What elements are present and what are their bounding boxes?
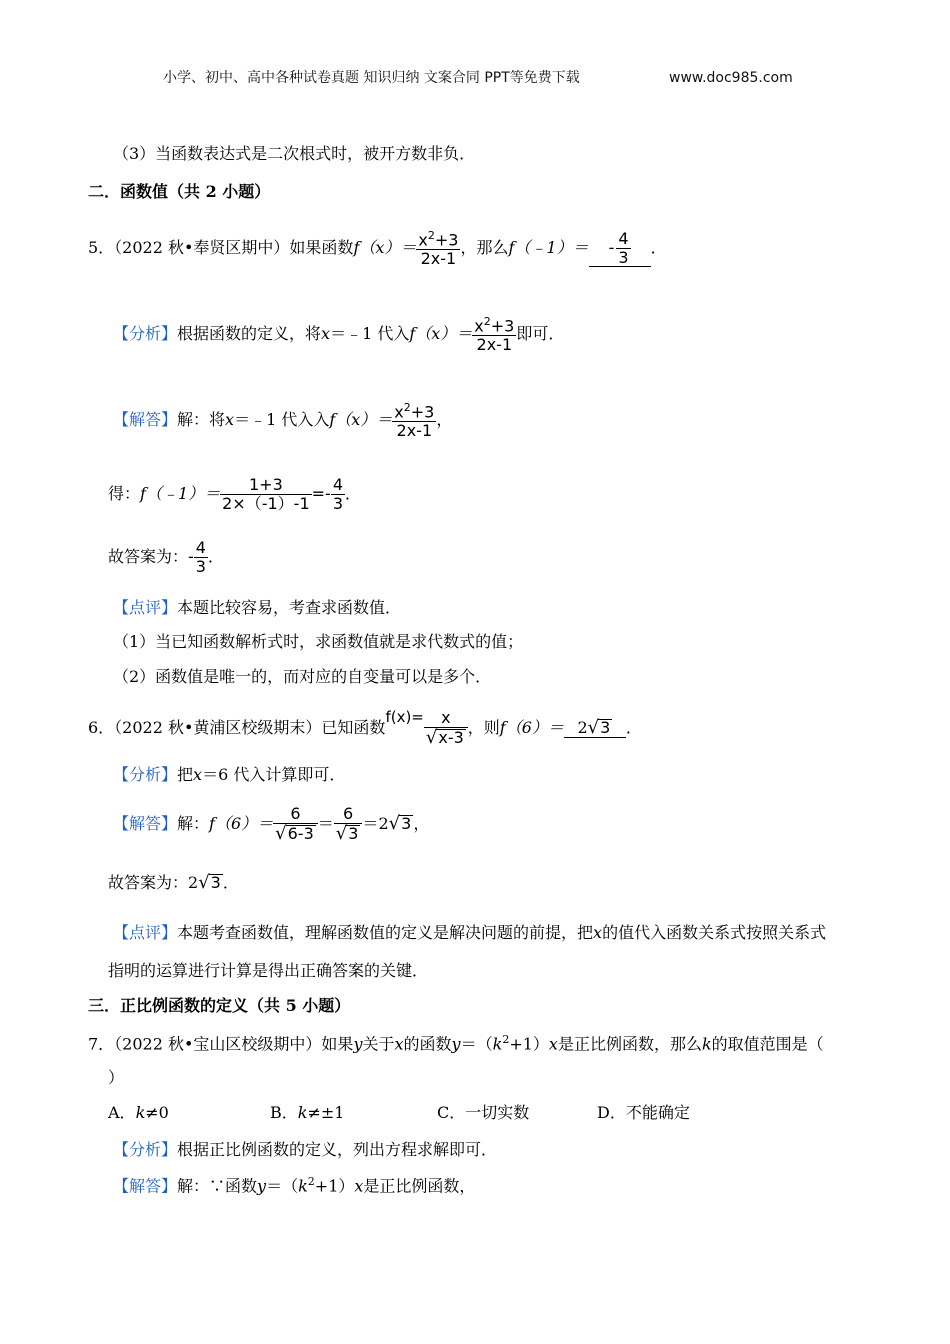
q6-f6: f（6）＝	[499, 718, 564, 737]
q5-review-2: （2）函数值是唯一的，而对应的自变量可以是多个．	[113, 667, 492, 686]
q5-review	[113, 600, 401, 616]
q6-s-den1: 6-3	[287, 824, 314, 843]
q5-derive-fraction	[220, 477, 312, 512]
q7-sol-k: k	[298, 1176, 308, 1196]
option-c-letter: C．	[437, 1103, 466, 1122]
q5-final-label: 故答案为：	[108, 547, 189, 566]
q5-solution-b: ＝﹣1 代入入	[234, 410, 330, 430]
q6-s-num2: 6	[334, 806, 363, 824]
q5-end: ．	[650, 238, 667, 258]
q5-analysis-c: 即可．	[516, 324, 565, 344]
header-text: 小学、初中、高中各种试卷真题 知识归纳 文案合同 PPT等免费下载	[163, 70, 580, 86]
q6-answer-coef: 2	[577, 718, 588, 737]
q5-final-den: 3	[195, 557, 206, 576]
q5-analysis-fx: f（x）＝	[409, 324, 473, 344]
q6-s-sqrt1: √	[275, 823, 287, 844]
q7-exp: 2	[502, 1033, 510, 1046]
q6-answer-blank	[564, 719, 626, 738]
q6-solution-tag: 【解答】	[113, 814, 178, 833]
q5s-den: 2x-1	[396, 421, 433, 441]
question-7	[88, 1034, 824, 1052]
q5-final	[108, 540, 224, 575]
q5a-num-rest: +3	[490, 316, 515, 336]
q5-derive-prefix: 得：	[108, 484, 141, 503]
q7-sol-exp: 2	[307, 1175, 315, 1188]
q6-final-label: 故答案为：2	[108, 873, 199, 892]
q7-eq-a: ＝（	[460, 1034, 493, 1054]
q6-solution	[113, 806, 429, 843]
option-a-letter: A．	[108, 1103, 136, 1122]
q6-final-sqrt: √	[198, 872, 210, 893]
q5-num-rest: +3	[434, 230, 459, 250]
q6-num: x	[424, 710, 468, 728]
q6-s-den2: 3	[348, 824, 359, 843]
q7-analysis	[113, 1142, 497, 1158]
q6-sqrt-sign: √	[425, 727, 438, 748]
q5-num-x: x	[418, 230, 428, 250]
q7-y: y	[353, 1034, 363, 1054]
q5-answer-sign: -	[608, 238, 615, 258]
option-d-letter: D．	[597, 1103, 626, 1122]
q7-close: ）	[108, 1068, 125, 1087]
q6-end: ．	[625, 718, 642, 737]
q6-review	[113, 925, 826, 941]
q6-final-rad: 3	[210, 873, 221, 892]
q5-f-neg1: f（﹣1）＝	[508, 238, 589, 258]
q6-fx-label: f(x)=	[385, 708, 424, 726]
q7-solution-tag: 【解答】	[113, 1176, 178, 1196]
q6-s-eq1: ＝	[317, 814, 334, 833]
q5-final-sign: -	[188, 547, 194, 566]
q6-s-eq2: ＝2	[362, 814, 389, 833]
q5a-num-exp: 2	[483, 315, 491, 328]
q5-derive-eq: =-	[311, 484, 331, 503]
q6-analysis	[113, 767, 345, 783]
q5-solution-tag: 【解答】	[113, 410, 178, 430]
q5-den: 2x-1	[420, 249, 457, 269]
q7-sol-eq-b: +1）	[314, 1176, 355, 1196]
q5-review-tag: 【点评】	[113, 598, 178, 617]
q5-then: ，那么	[460, 238, 509, 258]
q5-analysis	[113, 316, 564, 353]
q7-sol-y: y	[257, 1176, 267, 1196]
q7-rest: 是正比例函数，那么	[557, 1034, 702, 1054]
q5-solution-a: 解：将	[177, 410, 226, 430]
q6-answer-rad: 3	[600, 718, 611, 737]
question-5	[88, 230, 667, 267]
q5-prefix: 5．（2022 秋•奉贤区期中）如果函数	[88, 238, 354, 258]
q5-derive-ans-num: 4	[332, 475, 343, 494]
q5-fraction	[416, 230, 460, 267]
q5a-num-x: x	[474, 316, 484, 336]
q6-s-num1: 6	[273, 806, 318, 824]
q7-eq-b: +1）	[509, 1034, 549, 1054]
q7-func-y: y	[451, 1034, 461, 1054]
q5-answer-num: 4	[618, 229, 629, 249]
q7-x2: x	[548, 1034, 558, 1054]
q5-num-exp: 2	[427, 229, 435, 242]
q6-then: ，则	[467, 718, 500, 737]
q7-sol-x: x	[354, 1176, 364, 1196]
section-3-title: 三．正比例函数的定义（共 5 小题）	[88, 996, 351, 1015]
q5-derive-den: 2×（-1）-1	[222, 494, 310, 513]
q5-derivation	[108, 477, 361, 512]
q5-solution-var: x	[225, 410, 235, 430]
q5-solution-c: ，	[436, 410, 453, 430]
q5-final-num: 4	[195, 538, 206, 557]
q6-analysis-tag: 【分析】	[113, 765, 178, 784]
q6-review-b: 的值代入函数关系式按照关系式	[602, 923, 827, 942]
q5-solution	[113, 402, 452, 439]
q6-s-sqrt3: √	[388, 813, 401, 834]
q5-review-1: （1）当已知函数解析式时，求函数值就是求代数式的值；	[113, 632, 524, 651]
option-b-text: ≠±1	[307, 1103, 345, 1122]
q6-den-rad: x-3	[438, 728, 464, 747]
q6-solution-frac2	[334, 806, 363, 843]
q7-analysis-tag: 【分析】	[113, 1140, 178, 1159]
q7-k2: k	[701, 1034, 712, 1054]
q5-review-text: 本题比较容易，考查求函数值．	[177, 598, 402, 617]
q6-solution-a: 解：	[177, 814, 210, 833]
q7-x: x	[394, 1034, 404, 1054]
q5-analysis-tag: 【分析】	[113, 324, 178, 344]
q5-solution-fx: f（x）＝	[329, 410, 393, 430]
q6-solution-frac1	[273, 806, 318, 843]
option-a-text: ≠0	[145, 1103, 169, 1122]
q6-review-a: 本题考查函数值，理解函数值的定义是解决问题的前提，把	[177, 923, 594, 942]
q6-final	[108, 874, 239, 892]
q6-analysis-b: ＝6 代入计算即可．	[202, 765, 346, 784]
option-d-text: 不能确定	[625, 1103, 690, 1122]
q7-sol-eq-a: ＝（	[266, 1176, 299, 1196]
q7-rest2: 的取值范围是（	[711, 1034, 824, 1054]
q5-derive-ans-den: 3	[332, 494, 343, 513]
q7-option-a[interactable]	[108, 1105, 169, 1121]
q7-func: 的函数	[403, 1034, 452, 1054]
q5s-num-x: x	[394, 402, 404, 422]
q5s-num-rest: +3	[410, 402, 435, 422]
q5-answer-den: 3	[618, 248, 629, 268]
q5-analysis-fraction	[472, 316, 516, 353]
q7-option-d[interactable]	[597, 1105, 690, 1121]
q5-derive-fx: f（﹣1）＝	[140, 484, 221, 503]
q5-analysis-var: x	[321, 324, 331, 344]
intro-item-3: （3）当函数表达式是二次根式时，被开方数非负．	[113, 144, 476, 163]
q5-solution-fraction	[392, 402, 436, 439]
q5-analysis-a: 根据函数的定义，将	[177, 324, 322, 344]
q5-final-end: ．	[207, 547, 224, 566]
option-c-text: 一切实数	[465, 1103, 530, 1122]
header-site-link[interactable]: www.doc985.com	[669, 70, 793, 86]
q7-solution	[113, 1176, 475, 1194]
q6-prefix: 6．（2022 秋•黄浦区校级期末）已知函数	[88, 718, 386, 737]
q6-s-sqrt2: √	[335, 823, 348, 844]
q5-derive-end: ．	[345, 484, 362, 503]
q6-analysis-var: x	[193, 765, 203, 784]
q6-s-end: ，	[413, 814, 430, 833]
q7-option-c[interactable]	[437, 1105, 529, 1121]
q6-analysis-a: 把	[177, 765, 194, 784]
question-6	[88, 710, 642, 747]
q7-prefix: 7．（2022 秋•宝山区校级期中）如果	[88, 1034, 354, 1054]
q6-solution-f6: f（6）＝	[209, 814, 274, 833]
q6-review-tag: 【点评】	[113, 923, 178, 942]
q5-answer-blank	[589, 231, 651, 267]
q5-derive-num: 1+3	[220, 477, 312, 495]
q5-fx: f（x）＝	[353, 238, 417, 258]
q7-solution-a: 解：∵函数	[177, 1176, 258, 1196]
q7-analysis-text: 根据正比例函数的定义，列出方程求解即可．	[177, 1140, 498, 1159]
q6-s-rad: 3	[401, 814, 412, 833]
q6-answer-sqrt-sign: √	[587, 717, 600, 738]
option-b-var: k	[297, 1103, 308, 1122]
q6-final-end: ．	[222, 873, 239, 892]
section-2-title: 二．函数值（共 2 小题）	[88, 182, 271, 201]
option-a-var: k	[135, 1103, 146, 1122]
option-b-letter: B．	[270, 1103, 298, 1122]
q6-review-line2: 指明的运算进行计算是得出正确答案的关键．	[108, 961, 429, 980]
q7-k: k	[492, 1034, 503, 1054]
q5a-den: 2x-1	[476, 335, 513, 355]
q7-about: 关于	[362, 1034, 395, 1054]
q6-review-var: x	[593, 923, 603, 942]
q7-option-b[interactable]	[270, 1105, 344, 1121]
q7-solution-rest: 是正比例函数，	[363, 1176, 476, 1196]
q5-analysis-b: ＝﹣1 代入	[330, 324, 410, 344]
q6-fraction	[424, 710, 468, 747]
q5s-num-exp: 2	[403, 401, 411, 414]
